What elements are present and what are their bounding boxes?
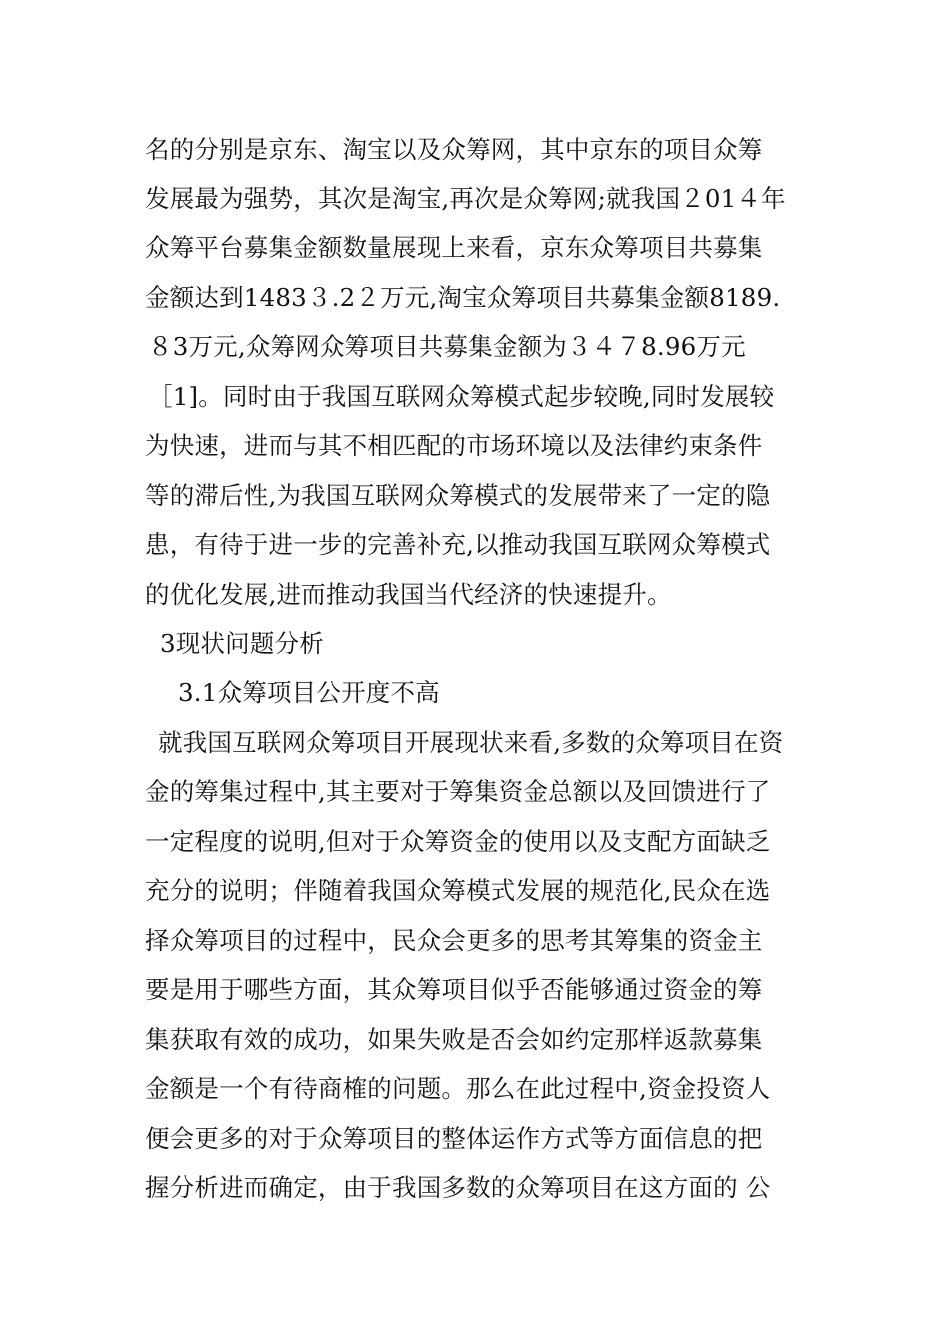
paragraph-line: 发展最为强势，其次是淘宝,再次是众筹网;就我国２01４年 xyxy=(145,184,786,213)
section-heading: 3现状问题分析 xyxy=(160,629,324,658)
paragraph-line: 的优化发展,进而推动我国当代经济的快速提升。 xyxy=(145,580,672,609)
paragraph-line: 便会更多的对于众筹项目的整体运作方式等方面信息的把 xyxy=(145,1124,763,1153)
paragraph-line: 充分的说明；伴随着我国众筹模式发展的规范化,民众在选 xyxy=(145,876,771,905)
paragraph-line: 名的分别是京东、淘宝以及众筹网，其中京东的项目众筹 xyxy=(145,135,763,164)
paragraph-line: 等的滞后性,为我国互联网众筹模式的发展带来了一定的隐 xyxy=(145,481,771,510)
paragraph-line: 患，有待于进一步的完善补充,以推动我国互联网众筹模式 xyxy=(145,530,771,559)
paragraph-line: 金的筹集过程中,其主要对于筹集资金总额以及回馈进行了 xyxy=(145,777,771,806)
paragraph-line: ［1]。同时由于我国互联网众筹模式起步较晚,同时发展较 xyxy=(148,382,775,411)
paragraph-line: 为快速，进而与其不相匹配的市场环境以及法律约束条件 xyxy=(145,431,763,460)
paragraph-line: 众筹平台募集金额数量展现上来看，京东众筹项目共募集 xyxy=(145,233,763,262)
paragraph-line: 要是用于哪些方面，其众筹项目似乎否能够通过资金的筹 xyxy=(145,975,763,1004)
paragraph-line: 择众筹项目的过程中，民众会更多的思考其筹集的资金主 xyxy=(145,926,763,955)
paragraph-line: 集获取有效的成功，如果失败是否会如约定那样返款募集 xyxy=(145,1025,763,1054)
paragraph-line: 一定程度的说明,但对于众筹资金的使用以及支配方面缺乏 xyxy=(145,827,771,856)
subsection-heading: 3.1众筹项目公开度不高 xyxy=(178,678,440,707)
paragraph-line: 金额是一个有待商榷的问题。那么在此过程中,资金投资人 xyxy=(145,1074,771,1103)
paragraph-line: 就我国互联网众筹项目开展现状来看,多数的众筹项目在资 xyxy=(158,728,784,757)
paragraph-line: 金额达到1483３.2２万元,淘宝众筹项目共募集金额8189. xyxy=(145,283,781,312)
paragraph-line: ８3万元,众筹网众筹项目共募集金额为３４７8.96万元 xyxy=(148,332,746,361)
paragraph-line: 握分析进而确定，由于我国多数的众筹项目在这方面的 公 xyxy=(145,1173,771,1202)
